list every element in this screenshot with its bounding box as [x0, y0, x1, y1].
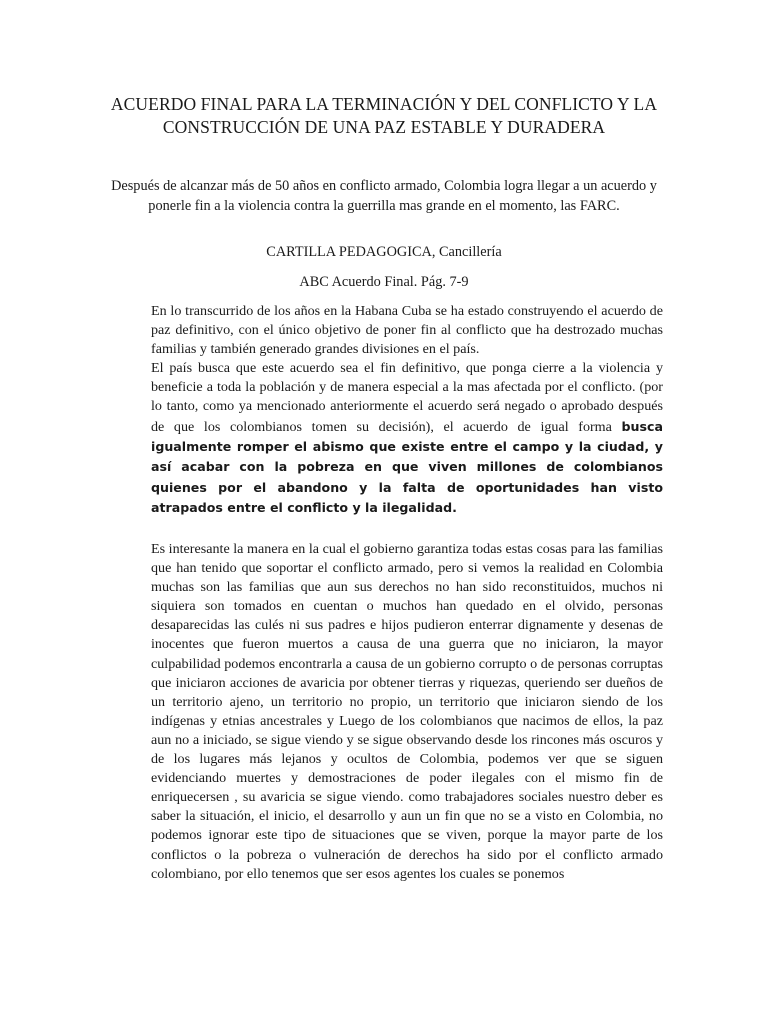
source-line: CARTILLA PEDAGOGICA, Cancillería	[266, 244, 502, 260]
document-title	[70, 93, 698, 139]
body-section-2	[151, 540, 663, 884]
reference-line: ABC Acuerdo Final. Pág. 7-9	[299, 274, 469, 290]
paragraph-2	[151, 359, 663, 518]
paragraph-2-text: El país busca que este acuerdo sea el fin definitivo, que ponga cierre a la violencia y beneficie a toda la población y de manera especial a la mas afectada por el conflicto. (por lo tanto, como ya mencionado anteriormente el acuerdo será negado o aprobado después de que los colombianos tomen su decisión), el acuerdo de igual forma	[151, 360, 663, 435]
paragraph-2-bold-text: busca igualmente romper el abismo que existe entre el campo y la ciudad, y así acabar con la pobreza en que viven millones de colombianos quienes por el abandono y la falta de oportunidades han visto atrapados entre el conflicto y la ilegalidad.	[151, 418, 663, 516]
title-line-2: CONSTRUCCIÓN DE UNA PAZ ESTABLE Y DURADERA	[162, 117, 606, 137]
intro-paragraph: Después de alcanzar más de 50 años en conflicto armado, Colombia logra llegar a un acuerdo y ponerle fin a la violencia contra la guerrilla mas grande en el momento, las FARC.	[111, 178, 657, 214]
paragraph-3: Es interesante la manera en la cual el gobierno garantiza todas estas cosas para las familias que han tenido que soportar el conflicto armado, pero si vemos la realidad en Colombia muchas son las familias que aun sus derechos no han sido reconstituidos, muchos ni siquiera son tomados en cuentan o muchos han quedado en el olvido, personas desaparecidas las culés ni sus padres e hijos pudieron enterrar dignamente y desenas de inocentes que fueron muertos a causa de una guerra que no iniciaron, la mayor culpabilidad podemos encontrarla a causa de un gobierno corrupto o de personas corruptas que iniciaron acciones de avaricia por obtener tierras y riquezas, queriendo ser dueños de un territorio ajeno, un territorio no propio, un territorio que iniciaron siendo de los indígenas y etnias ancestrales y Luego de los colombianos que nacimos de ellos, la paz aun no a iniciado, se sigue viendo y se sigue observando desde los rincones más oscuros y de los lugares más lejanos y ocultos de Colombia, podemos ver que se siguen evidenciando muertes y demostraciones de poder ilegales con el mismo fin de enriquecersen , su avaricia se sigue viendo. como trabajadores sociales nuestro deber es saber la situación, el inicio, el desarrollo y aun un fin que no se a visto en Colombia, no podemos ignorar este tipo de situaciones que se viven, porque la mayor parte de los conflictos o la pobreza o vulneración de derechos ha sido por el conflicto armado colombiano, por ello tenemos que ser esos agentes los cuales se ponemos	[151, 541, 663, 882]
body-section-1	[151, 302, 663, 519]
title-line-1: ACUERDO FINAL PARA LA TERMINACIÓN Y DEL CONFLICTO Y LA	[110, 94, 658, 114]
paragraph-1: En lo transcurrido de los años en la Habana Cuba se ha estado construyendo el acuerdo de paz definitivo, con el único objetivo de poner fin al conflicto que ha destrozado muchas familias y también generado grandes divisiones en el país.	[151, 303, 663, 358]
